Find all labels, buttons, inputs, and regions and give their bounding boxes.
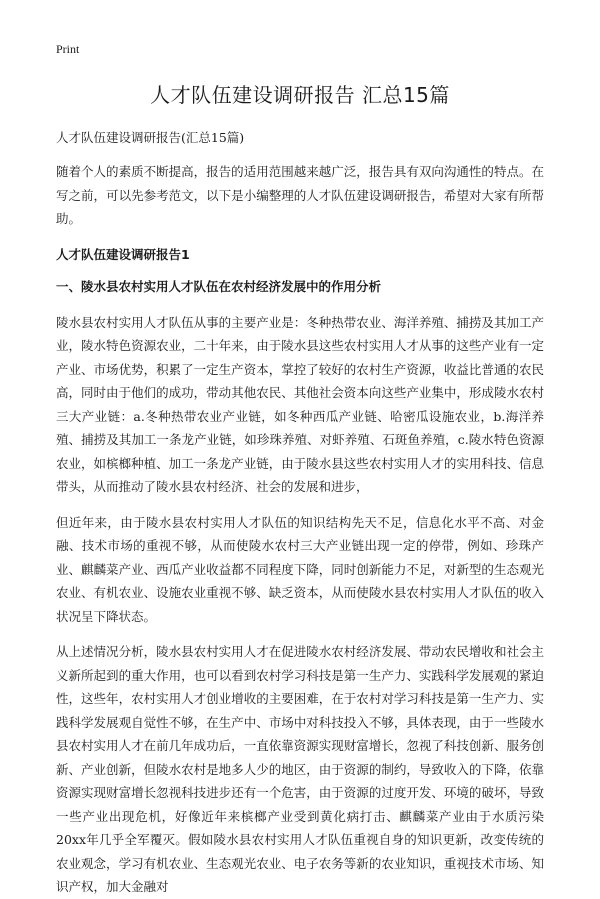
section-heading: 人才队伍建设调研报告1 (56, 246, 190, 262)
body-paragraph-1: 陵水县农村实用人才队伍从事的主要产业是：冬种热带农业、海洋养殖、捕捞及其加工产业，陵水特色资源农业，二十年来，由于陵水县这些农村实用人才从事的这些产业有一定产业、市场优势，积累了一定生产资本，掌控了较好的农村生产资源，收益比普通的农民高，同时由于他们的成功，带动其他农民、其他社会资本向这些产业集中，形成陵水农村三大产业链：a.冬种热带农业产业链，如冬种西瓜产业链、哈密瓜设施农业，b.海洋养殖、捕捞及其加工一条龙产业链，如珍珠养殖、对虾养殖、石斑鱼养殖，c.陵水特色资源农业，如槟榔种植、加工一条龙产业链，由于陵水县这些农村实用人才的实用科技、信息带头，从而推动了陵水县农村经济、社会的发展和进步， (56, 314, 544, 494)
body-paragraph-3: 从上述情况分析，陵水县农村实用人才在促进陵水农村经济发展、带动农民增收和社会主义新所起到的重大作用，也可以看到农村学习科技是第一生产力、实践科学发展观的紧迫性，这些年，农村实用人才创业增收的主要困难，在于农村对学习科技是第一生产力、实践科学发展观自觉性不够，在生产中、市场中对科技投入不够，具体表现，由于一些陵水县农村实用人才在前几年成功后，一直依靠资源实现财富增长，忽视了科技创新、服务创新、产业创新，但陵水农村是地多人少的地区，由于资源的制约，导致收入的下降，依靠资源实现财富增长忽视科技进步还有一个危害，由于资源的过度开发、环境的破坏，导致一些产业出现危机，好像近年来槟榔产业受到黄化病打击、麒麟菜产业由于水质污染20xx年几乎全军覆灭。假如陵水县农村实用人才队伍重视自身的知识更新，改变传统的农业观念，学习有机农业、生态观光农业、电子农务等新的农业知识，重视技术市场、知识产权，加大金融对 (56, 644, 544, 894)
subsection-heading: 一、陵水县农村实用人才队伍在农村经济发展中的作用分析 (56, 278, 382, 294)
document-subtitle: 人才队伍建设调研报告(汇总15篇) (56, 130, 245, 145)
intro-paragraph: 随着个人的素质不断提高，报告的适用范围越来越广泛，报告具有双向沟通性的特点。在写之前，可以先参考范文，以下是小编整理的人才队伍建设调研报告，希望对大家有所帮助。 (56, 164, 544, 226)
page-title: 人才队伍建设调研报告 汇总15篇 (150, 83, 450, 107)
body-paragraph-2: 但近年来，由于陵水县农村实用人才队伍的知识结构先天不足，信息化水平不高、对金融、技术市场的重视不够，从而使陵水农村三大产业链出现一定的停带，例如、珍珠产业、麒麟菜产业、西瓜产业收益都不同程度下降，同时创新能力不足，对新型的生态观光农业、有机农业、设施农业重视不够、缺乏资本，从而使陵水县农村实用人才队伍的收入状况呈下降状态。 (56, 514, 544, 624)
print-label[interactable]: Print (56, 42, 80, 56)
